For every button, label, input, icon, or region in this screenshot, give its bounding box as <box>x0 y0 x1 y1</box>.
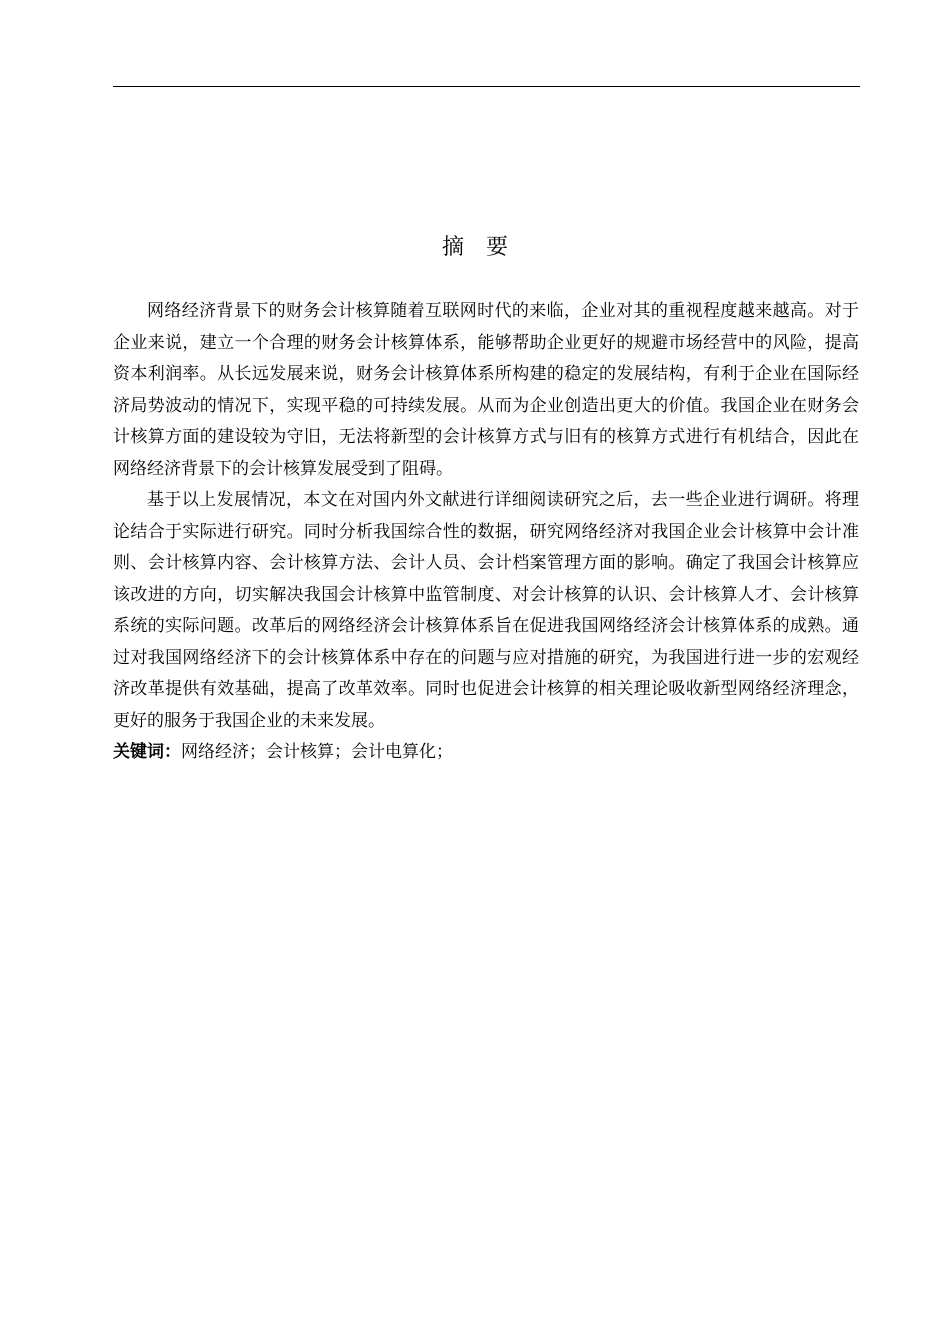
abstract-paragraph-1: 网络经济背景下的财务会计核算随着互联网时代的来临，企业对其的重视程度越来越高。对于企业来说，建立一个合理的财务会计核算体系，能够帮助企业更好的规避市场经营中的风险，提高资本利润率。从长远发展来说，财务会计核算体系所构建的稳定的发展结构，有利于企业在国际经济局势波动的情况下，实现平稳的可持续发展。从而为企业创造出更大的价值。我国企业在财务会计核算方面的建设较为守旧，无法将新型的会计核算方式与旧有的核算方式进行有机结合，因此在网络经济背景下的会计核算发展受到了阻碍。 <box>113 301 859 479</box>
title-char-2: 要 <box>486 235 509 260</box>
title-char-1: 摘 <box>441 235 464 260</box>
header-rule <box>113 86 860 87</box>
page-title <box>0 232 950 264</box>
keywords-label: 关键词： <box>113 742 181 762</box>
abstract-paragraph-2: 基于以上发展情况，本文在对国内外文献进行详细阅读研究之后，去一些企业进行调研。将理论结合于实际进行研究。同时分析我国综合性的数据，研究网络经济对我国企业会计核算中会计准则、会计核算内容、会计核算方法、会计人员、会计档案管理方面的影响。确定了我国会计核算应该改进的方向，切实解决我国会计核算中监管制度、对会计核算的认识、会计核算人才、会计核算系统的实际问题。改革后的网络经济会计核算体系旨在促进我国网络经济会计核算体系的成熟。通过对我国网络经济下的会计核算体系中存在的问题与应对措施的研究，为我国进行进一步的宏观经济改革提供有效基础，提高了改革效率。同时也促进会计核算的相关理论吸收新型网络经济理念，更好的服务于我国企业的未来发展。 <box>113 490 859 731</box>
keywords-value: 网络经济；会计核算；会计电算化； <box>181 742 453 762</box>
abstract-body <box>113 296 859 769</box>
keywords-line <box>113 737 859 769</box>
